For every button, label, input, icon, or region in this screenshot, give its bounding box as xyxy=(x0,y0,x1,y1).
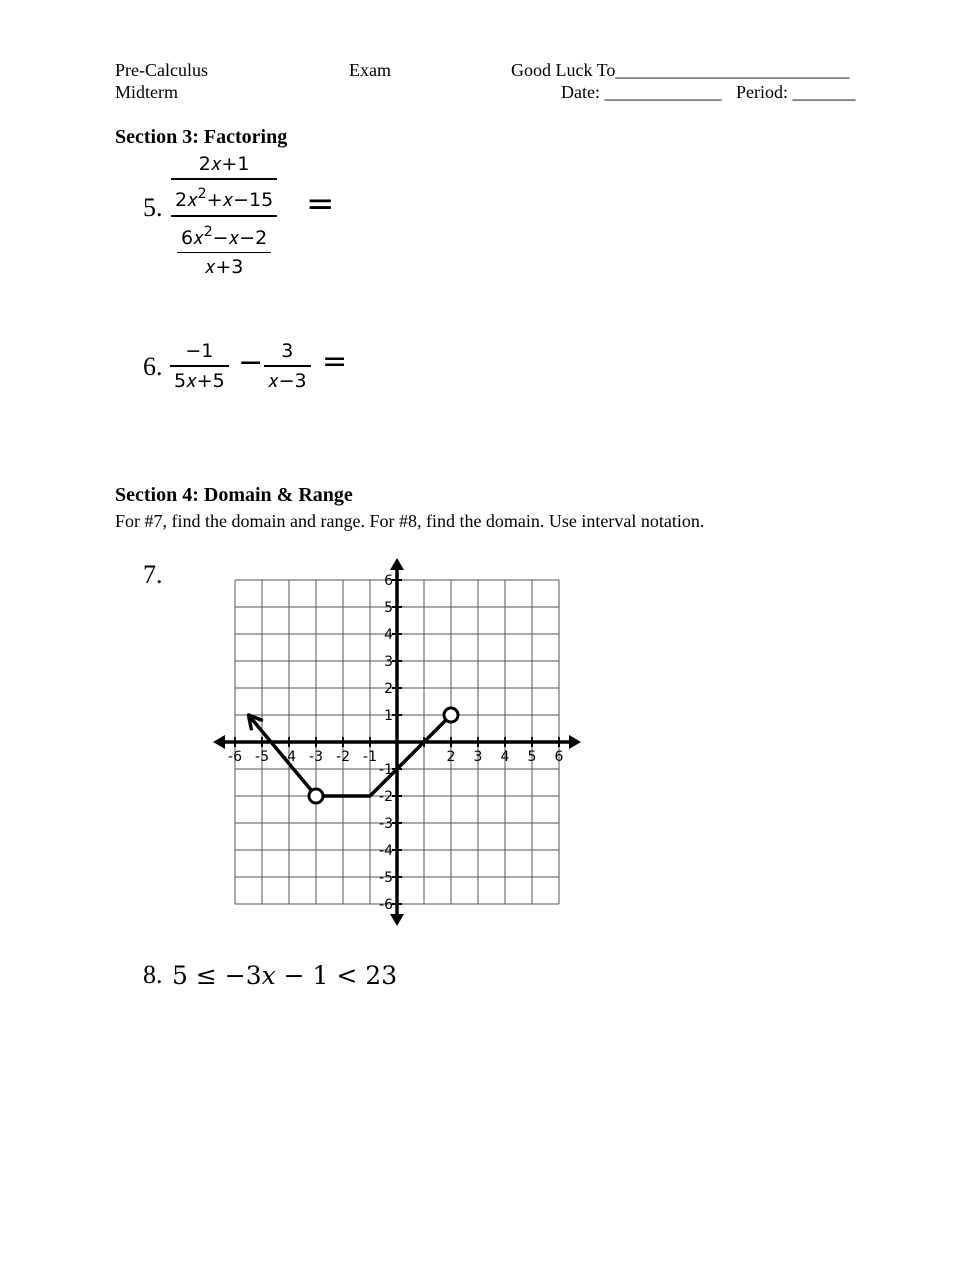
y-tick-label: 5 xyxy=(384,600,393,616)
x-tick-label: -1 xyxy=(363,749,377,765)
x-tick-label: -2 xyxy=(336,749,350,765)
course-title: Pre-Calculus xyxy=(115,60,208,80)
x-tick-label: 5 xyxy=(527,749,537,765)
q5-complex-fraction xyxy=(171,150,277,281)
x-axis-arrow-left xyxy=(213,735,225,749)
y-tick-label: -6 xyxy=(379,897,393,913)
q5-equals: = xyxy=(306,184,335,224)
y-tick-label: 2 xyxy=(384,681,393,697)
x-tick-label: -5 xyxy=(255,749,269,765)
y-axis-arrow-up xyxy=(390,558,404,570)
q5-top-denominator: 2𝑥$^2$+𝑥−15 xyxy=(175,185,274,211)
q5-bottom-denominator: 𝑥+3 xyxy=(204,256,244,278)
y-tick-label: 3 xyxy=(384,654,393,670)
x-tick-label: 4 xyxy=(500,749,510,765)
x-axis-arrow-right xyxy=(569,735,581,749)
q6-number: 6. xyxy=(143,352,163,381)
q5-number: 5. xyxy=(143,193,163,222)
y-tick-label: -4 xyxy=(379,843,393,859)
open-point xyxy=(309,789,323,803)
date-field[interactable]: Date: _____________ xyxy=(561,82,722,102)
x-tick-label: -3 xyxy=(309,749,323,765)
y-tick-label: -5 xyxy=(379,870,393,886)
y-tick-label: -1 xyxy=(379,762,393,778)
q8-number: 8. xyxy=(143,960,163,989)
q6-frac2-denominator: 𝑥−3 xyxy=(268,369,307,392)
q7-graph xyxy=(200,550,600,935)
section-3-title: Section 3: Factoring xyxy=(115,126,288,148)
q6-minus: − xyxy=(238,345,264,380)
q6-fraction-2 xyxy=(264,337,311,395)
exam-type: Midterm xyxy=(115,82,178,102)
x-tick-label: 3 xyxy=(473,749,483,765)
x-tick-label: -6 xyxy=(228,749,242,765)
name-field[interactable]: Good Luck To__________________________ xyxy=(511,60,850,80)
open-point xyxy=(444,708,458,722)
q5-bottom-numerator: 6𝑥$^2$−𝑥−2 xyxy=(181,223,268,249)
graph-axes xyxy=(213,558,581,926)
q6-frac1-numerator: −1 xyxy=(185,340,214,362)
y-tick-label: -3 xyxy=(379,816,393,832)
section-4-title: Section 4: Domain & Range xyxy=(115,484,353,506)
graph-curve xyxy=(249,708,459,803)
y-tick-label: 4 xyxy=(384,627,393,643)
y-tick-label: 6 xyxy=(384,573,393,589)
y-tick-label: 1 xyxy=(384,708,393,724)
x-tick-label: 2 xyxy=(446,749,456,765)
q6-frac2-numerator: 3 xyxy=(281,340,294,362)
q6-fraction-1 xyxy=(170,337,229,395)
exam-label: Exam xyxy=(349,60,391,80)
x-tick-label: -4 xyxy=(282,749,296,765)
q6-equals: = xyxy=(322,344,348,379)
y-tick-label: -2 xyxy=(379,789,393,805)
section-4-instructions: For #7, find the domain and range. For #8, find the domain. Use interval notation. xyxy=(115,511,705,531)
x-tick-label: 6 xyxy=(554,749,564,765)
q8-expression: 5 ≤ −3𝑥 − 1 < 23 xyxy=(172,961,398,990)
q6-frac1-denominator: 5𝑥+5 xyxy=(174,369,225,392)
q5-top-numerator: 2𝑥+1 xyxy=(198,153,250,175)
y-axis-arrow-down xyxy=(390,914,404,926)
q7-number: 7. xyxy=(143,560,163,589)
period-field[interactable]: Period: _______ xyxy=(736,82,856,102)
